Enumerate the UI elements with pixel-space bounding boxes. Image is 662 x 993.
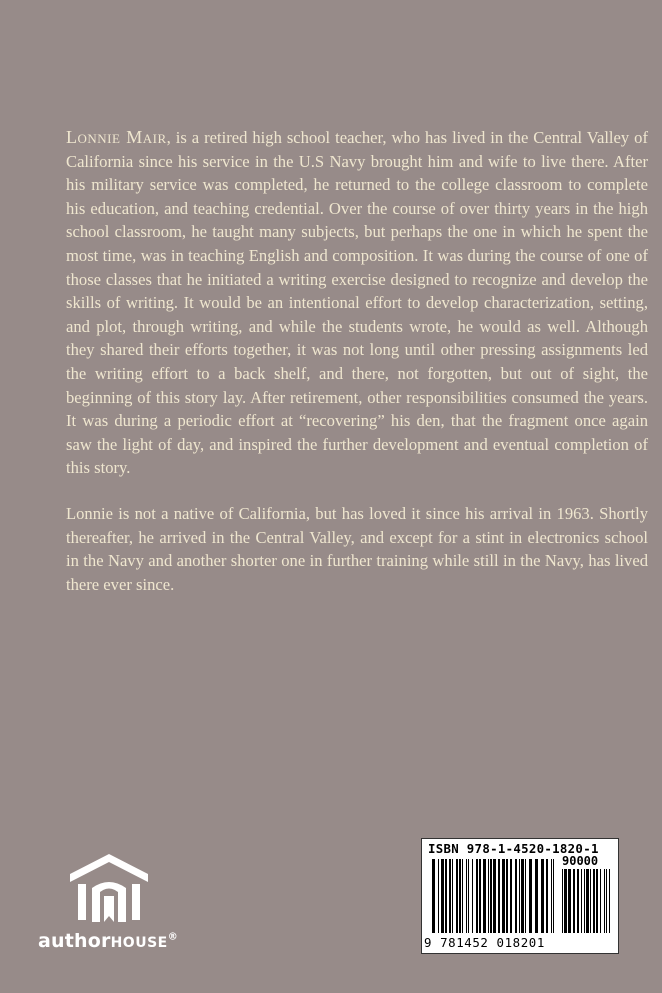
barcode-bar xyxy=(529,859,532,933)
barcode-digits: 9 781452 018201 xyxy=(424,935,545,950)
bio-paragraph-1-text: , is a retired high school teacher, who has lived in the Central Valley of California since his service in the U.S Navy brought him and wife to live there. After his military service was completed, he returned to the college classroom to complete his education, and teaching credential. Over the course of over thirty years in the high school classroom, he taught many subjects, but perhaps the one in which he spent the most time, was in teaching English and composition. It was during the course of one of those classes that he initiated a writing exercise designed to recognize and develop the skills of writing. It would be an intentional effort to develop characterization, setting, and plot, through writing, and while the students wrote, he would as well. Although they shared their efforts together, it was not long until other pressing assignments led the writing effort to a back shelf, and there, not forgotten, but out of sight, the beginning of this story lay. After retirement, other responsibilities consumed the years. It was during a periodic effort at “recovering” his den, that the fragment once again saw the light of day, and inspired the further development and eventual completion of this story. xyxy=(66,128,648,478)
barcode-bar xyxy=(468,859,469,933)
barcode-bar xyxy=(593,869,595,933)
barcode-bar xyxy=(584,869,585,933)
barcode-bar xyxy=(449,859,451,933)
barcode-bar xyxy=(546,859,548,933)
isbn-barcode xyxy=(421,838,619,954)
barcode-bar xyxy=(438,859,439,933)
barcode-bar xyxy=(488,859,489,933)
barcode-bar xyxy=(600,869,601,933)
barcode-bar xyxy=(483,859,486,933)
barcode-bar xyxy=(510,859,512,933)
barcode-bar xyxy=(519,859,520,933)
barcode-bar xyxy=(553,859,554,933)
barcode-bar xyxy=(493,859,496,933)
barcode-bar xyxy=(596,869,598,933)
barcode-bar xyxy=(577,869,579,933)
main-barcode-bars xyxy=(432,859,556,933)
barcode-bar xyxy=(466,859,467,933)
barcode-bar xyxy=(590,869,591,933)
barcode-bar xyxy=(459,859,461,933)
bio-paragraph-2: Lonnie is not a native of California, but has loved it since his arrival in 1963. Shortly thereafter, he arrived in the Central Valley, and except for a stint in electronics school in the Navy and another shorter one in further training while still in the Navy, has lived there ever since. xyxy=(66,503,648,594)
barcode-bar xyxy=(462,859,463,933)
barcode-bar xyxy=(479,859,481,933)
barcode-bar xyxy=(498,859,500,933)
barcode-bar xyxy=(551,859,552,933)
publisher-name-part1: author xyxy=(38,930,111,952)
addon-barcode-bars xyxy=(562,869,610,933)
barcode-bar xyxy=(606,869,607,933)
barcode-bar xyxy=(586,869,589,933)
barcode-bar xyxy=(445,859,447,933)
isbn-label: ISBN 978-1-4520-1820-1 xyxy=(428,841,599,856)
barcode-bar xyxy=(521,859,524,933)
barcode-bar xyxy=(506,859,508,933)
barcode-bar xyxy=(456,859,458,933)
barcode-bar xyxy=(490,859,492,933)
author-name: Lonnie Mair xyxy=(66,127,167,147)
barcode-bar xyxy=(535,859,538,933)
barcode-bar xyxy=(568,869,571,933)
publisher-name xyxy=(38,930,178,952)
barcode-bar xyxy=(609,869,610,933)
barcode-bar xyxy=(502,859,505,933)
publisher-logo xyxy=(38,852,198,962)
barcode-bar xyxy=(452,859,453,933)
author-bio xyxy=(66,126,648,618)
barcode-bar xyxy=(472,859,473,933)
barcode-bar xyxy=(432,859,435,933)
bio-paragraph-1 xyxy=(66,126,648,480)
barcode-bar xyxy=(525,859,526,933)
barcode-bar xyxy=(441,859,444,933)
barcode-bar xyxy=(515,859,517,933)
barcode-bar xyxy=(604,869,605,933)
barcode-bar xyxy=(564,869,567,933)
barcode-bar xyxy=(573,869,575,933)
registered-mark: ® xyxy=(167,931,178,943)
barcode-bar xyxy=(581,869,582,933)
authorhouse-logo-icon xyxy=(64,852,154,924)
barcode-bar xyxy=(541,859,544,933)
publisher-name-part2: HOUSE xyxy=(110,935,168,951)
barcode-bar xyxy=(562,869,563,933)
barcode-bar xyxy=(476,859,478,933)
barcode-addon-number: 90000 xyxy=(562,854,599,868)
